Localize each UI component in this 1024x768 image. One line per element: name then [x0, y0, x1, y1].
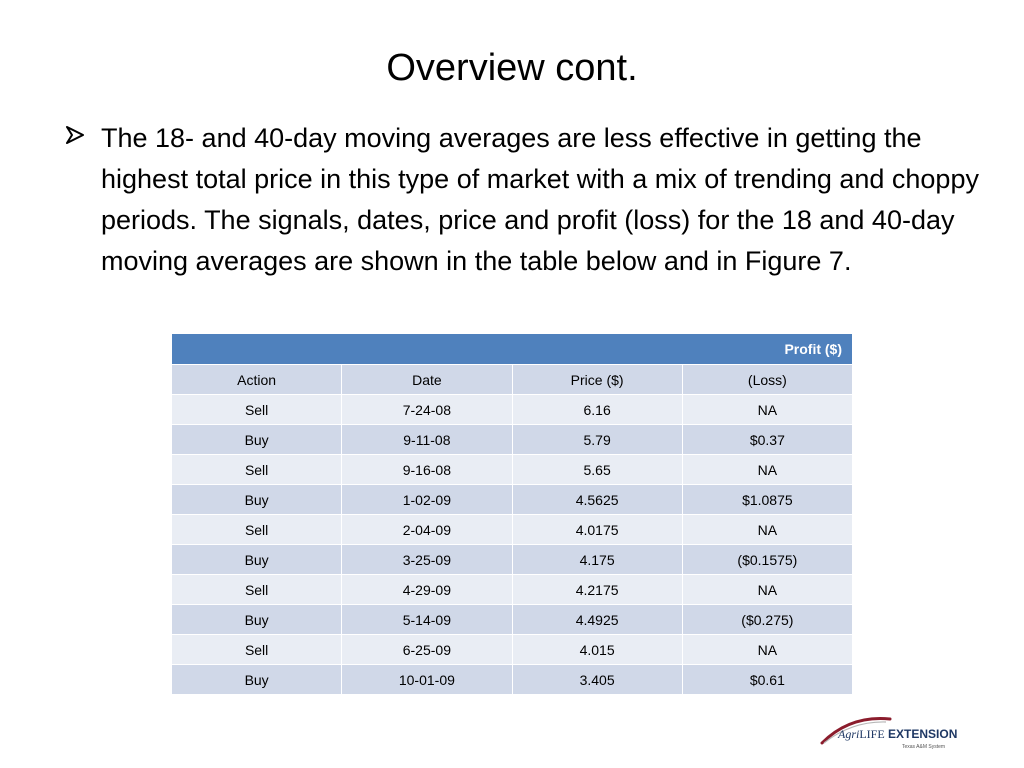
cell-action: Sell	[172, 515, 342, 545]
cell-loss: NA	[682, 395, 852, 425]
cell-date: 7-24-08	[342, 395, 512, 425]
cell-action: Sell	[172, 575, 342, 605]
cell-action: Buy	[172, 605, 342, 635]
cell-loss: $1.0875	[682, 485, 852, 515]
logo-extension: EXTENSION	[888, 727, 958, 741]
cell-price: 4.015	[512, 635, 682, 665]
cell-loss: $0.61	[682, 665, 852, 695]
cell-price: 4.2175	[512, 575, 682, 605]
cell-date: 4-29-09	[342, 575, 512, 605]
cell-date: 1-02-09	[342, 485, 512, 515]
agrilife-logo	[838, 727, 957, 742]
table-row	[172, 395, 853, 425]
column-header-price: Price ($)	[512, 365, 682, 395]
cell-loss: NA	[682, 455, 852, 485]
cell-price: 5.79	[512, 425, 682, 455]
cell-date: 9-16-08	[342, 455, 512, 485]
cell-action: Sell	[172, 635, 342, 665]
arrow-bullet-icon	[64, 124, 86, 146]
table-row	[172, 575, 853, 605]
cell-action: Sell	[172, 395, 342, 425]
table-row	[172, 545, 853, 575]
cell-loss: NA	[682, 575, 852, 605]
cell-date: 2-04-09	[342, 515, 512, 545]
logo-agri: Agri	[838, 727, 860, 741]
column-header-row	[172, 365, 853, 395]
cell-loss: ($0.1575)	[682, 545, 852, 575]
cell-action: Buy	[172, 485, 342, 515]
bullet-text: The 18- and 40-day moving averages are less effective in getting the highest total price in this type of market with a mix of trending and choppy periods. The signals, dates, price and profit (loss) for the 18 and 40-day moving averages are shown in the table below and in Figure 7.	[101, 123, 979, 276]
cell-price: 4.175	[512, 545, 682, 575]
column-header-action: Action	[172, 365, 342, 395]
table-row	[172, 665, 853, 695]
table-row	[172, 515, 853, 545]
cell-date: 6-25-09	[342, 635, 512, 665]
cell-price: 4.0175	[512, 515, 682, 545]
slide-title: Overview cont.	[386, 47, 638, 89]
cell-loss: NA	[682, 515, 852, 545]
cell-date: 5-14-09	[342, 605, 512, 635]
column-header-date: Date	[342, 365, 512, 395]
signals-table	[171, 333, 853, 695]
cell-price: 3.405	[512, 665, 682, 695]
table-body	[172, 365, 853, 695]
cell-price: 4.5625	[512, 485, 682, 515]
table-row	[172, 425, 853, 455]
column-header-loss: (Loss)	[682, 365, 852, 395]
cell-date: 3-25-09	[342, 545, 512, 575]
signals-table-grid	[171, 333, 853, 695]
logo-subtitle: Texas A&M System	[902, 744, 946, 750]
cell-action: Buy	[172, 545, 342, 575]
cell-price: 5.65	[512, 455, 682, 485]
cell-loss: ($0.275)	[682, 605, 852, 635]
table-row	[172, 635, 853, 665]
cell-loss: $0.37	[682, 425, 852, 455]
cell-action: Buy	[172, 425, 342, 455]
profit-header: Profit ($)	[172, 334, 853, 365]
table-row	[172, 455, 853, 485]
cell-price: 6.16	[512, 395, 682, 425]
table-row	[172, 485, 853, 515]
cell-date: 9-11-08	[342, 425, 512, 455]
cell-action: Buy	[172, 665, 342, 695]
table-row	[172, 605, 853, 635]
cell-loss: NA	[682, 635, 852, 665]
logo-life: LIFE	[859, 727, 885, 741]
cell-action: Sell	[172, 455, 342, 485]
cell-price: 4.4925	[512, 605, 682, 635]
cell-date: 10-01-09	[342, 665, 512, 695]
